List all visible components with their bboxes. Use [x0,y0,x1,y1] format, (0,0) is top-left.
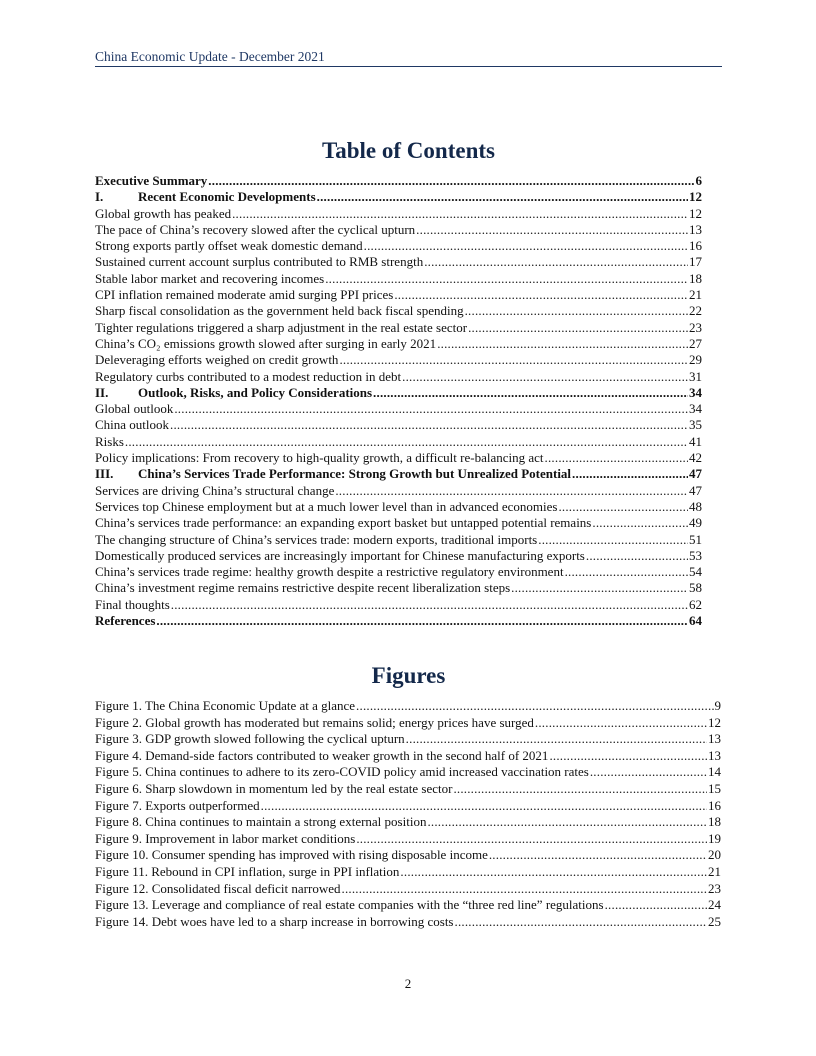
entry-title: Figure 5. China continues to adhere to its zero-COVID policy amid increased vaccination rates [95,764,589,780]
toc-entry[interactable] [95,499,702,515]
entry-page-number: 34 [689,384,702,400]
toc-entry[interactable] [95,352,702,368]
toc-entry[interactable] [95,222,702,238]
entry-title: China’s CO₂ emissions growth slowed after surging in early 2021 [95,335,437,351]
entry-page-number: 9 [714,698,721,713]
entry-title: Figure 2. Global growth has moderated but remains solid; energy prices have surged [95,714,534,730]
entry-page-number: 42 [689,450,702,466]
figure-entry[interactable] [95,881,721,898]
toc-entry[interactable] [95,254,702,270]
dot-leader [325,271,688,287]
toc-heading: Table of Contents [322,138,495,163]
entry-page-number: 47 [689,482,702,498]
entry-title: Recent Economic Developments [138,189,316,205]
entry-page-number: 27 [689,335,702,351]
entry-title: Stable labor market and recovering incomes [95,270,325,286]
dot-leader [356,698,713,715]
toc-entry[interactable] [95,564,702,580]
dot-leader [400,864,707,881]
toc-entry[interactable] [95,580,702,596]
figures-list [95,698,721,930]
entry-title: CPI inflation remained moderate amid surging PPI prices [95,287,394,303]
toc-list [95,173,702,629]
figure-entry[interactable] [95,864,721,881]
dot-leader [455,914,708,931]
entry-page-number: 49 [689,515,702,531]
toc-entry[interactable] [95,238,702,254]
dot-leader [535,715,707,732]
entry-title: Figure 3. GDP growth slowed following the cyclical upturn [95,731,405,747]
dot-leader [437,336,688,352]
dot-leader [406,731,707,748]
entry-title: Figure 7. Exports outperformed [95,797,260,813]
dot-leader [468,320,688,336]
entry-page-number: 13 [708,747,721,763]
entry-title: Figure 13. Leverage and compliance of real estate companies with the “three red line” regulations [95,897,604,913]
dot-leader [373,385,688,401]
dot-leader [208,173,694,189]
entry-page-number: 13 [708,731,721,747]
toc-entry[interactable] [95,548,702,564]
running-header: China Economic Update - December 2021 [95,49,722,67]
entry-page-number: 34 [689,401,702,417]
dot-leader [156,613,688,629]
entry-number: II. [95,384,109,400]
figure-entry[interactable] [95,847,721,864]
entry-title: Deleveraging efforts weighed on credit growth [95,352,339,368]
toc-entry[interactable] [95,401,702,417]
entry-page-number: 23 [708,880,721,896]
toc-entry[interactable] [95,320,702,336]
entry-page-number: 16 [689,238,702,254]
entry-page-number: 18 [689,270,702,286]
entry-title: China’s services trade regime: healthy growth despite a restrictive regulatory environment [95,564,564,580]
dot-leader [465,303,688,319]
toc-entry[interactable] [95,466,702,482]
entry-page-number: 62 [689,596,702,612]
entry-title: Sharp fiscal consolidation as the government held back fiscal spending [95,303,464,319]
toc-entry[interactable] [95,385,702,401]
entry-title: Figure 4. Demand-side factors contributed to weaker growth in the second half of 2021 [95,747,549,763]
entry-title: Figure 9. Improvement in labor market conditions [95,830,356,846]
figure-entry[interactable] [95,914,721,931]
toc-entry[interactable] [95,483,702,499]
dot-leader [558,499,688,515]
dot-leader [592,515,688,531]
toc-entry[interactable] [95,271,702,287]
entry-title: Figure 14. Debt woes have led to a sharp increase in borrowing costs [95,913,454,929]
dot-leader [232,206,688,222]
dot-leader [261,798,707,815]
entry-page-number: 15 [708,780,721,796]
toc-entry[interactable] [95,450,702,466]
entry-page-number: 18 [708,814,721,830]
toc-entry[interactable] [95,189,702,205]
toc-entry[interactable] [95,597,702,613]
entry-page-number: 51 [689,531,702,547]
toc-entry[interactable] [95,434,702,450]
entry-page-number: 12 [689,189,702,205]
dot-leader [356,831,707,848]
entry-number: I. [95,189,104,205]
entry-title: The pace of China’s recovery slowed after the cyclical upturn [95,221,416,237]
dot-leader [489,847,707,864]
entry-page-number: 25 [708,913,721,929]
entry-page-number: 58 [689,580,702,596]
entry-page-number: 64 [689,613,702,629]
entry-page-number: 47 [689,466,702,482]
entry-title: Figure 10. Consumer spending has improved with rising disposable income [95,847,488,863]
entry-title: Figure 1. The China Economic Update at a glance [95,698,356,713]
entry-page-number: 19 [708,830,721,846]
entry-page-number: 24 [708,897,721,913]
entry-title: Services are driving China’s structural change [95,482,335,498]
dot-leader [572,466,688,482]
entry-page-number: 53 [689,547,702,563]
entry-page-number: 12 [689,205,702,221]
figure-entry[interactable] [95,731,721,748]
entry-page-number: 17 [689,254,702,270]
entry-page-number: 22 [689,303,702,319]
entry-page-number: 21 [689,287,702,303]
figures-heading: Figures [371,663,446,688]
page-number: 2 [404,976,412,991]
entry-title: Final thoughts [95,596,170,612]
entry-title: Global growth has peaked [95,205,232,221]
entry-title: References [95,613,156,629]
toc-entry[interactable] [95,417,702,433]
dot-leader [424,254,688,270]
toc-entry[interactable] [95,287,702,303]
dot-leader [538,532,688,548]
figure-entry[interactable] [95,698,721,715]
entry-title: China outlook [95,417,170,433]
dot-leader [590,764,707,781]
figure-entry[interactable] [95,781,721,798]
toc-entry[interactable] [95,369,702,385]
dot-leader [427,814,707,831]
entry-title: Policy implications: From recovery to high-quality growth, a difficult re-balancing act [95,450,544,466]
entry-title: China’s Services Trade Performance: Strong Growth but Unrealized Potential [138,466,572,482]
dot-leader [402,369,688,385]
toc-entry[interactable] [95,515,702,531]
entry-page-number: 16 [708,797,721,813]
entry-title: Figure 11. Rebound in CPI inflation, surge in PPI inflation [95,863,400,879]
entry-title: Global outlook [95,401,174,417]
entry-page-number: 23 [689,319,702,335]
entry-title: China’s investment regime remains restrictive despite recent liberalization steps [95,580,511,596]
entry-page-number: 12 [708,714,721,730]
dot-leader [174,401,688,417]
dot-leader [364,238,688,254]
entry-page-number: 14 [708,764,721,780]
dot-leader [605,897,707,914]
toc-entry[interactable] [95,303,702,319]
entry-title: Outlook, Risks, and Policy Considerations [138,384,373,400]
entry-title: Regulatory curbs contributed to a modest reduction in debt [95,368,402,384]
entry-title: Strong exports partly offset weak domestic demand [95,238,363,254]
dot-leader [342,881,708,898]
entry-title: Sustained current account surplus contributed to RMB strength [95,254,424,270]
dot-leader [549,748,707,765]
entry-title: The changing structure of China’s services trade: modern exports, traditional imports [95,531,538,547]
dot-leader [170,417,688,433]
dot-leader [586,548,688,564]
dot-leader [394,287,688,303]
dot-leader [317,189,688,205]
toc-entry[interactable] [95,336,702,352]
dot-leader [339,352,688,368]
entry-page-number: 13 [689,221,702,237]
dot-leader [125,434,688,450]
entry-title: Risks [95,433,124,449]
dot-leader [335,483,688,499]
toc-entry[interactable] [95,206,702,222]
toc-entry[interactable] [95,173,702,189]
toc-entry[interactable] [95,613,702,629]
entry-title: Tighter regulations triggered a sharp adjustment in the real estate sector [95,319,468,335]
figure-entry[interactable] [95,831,721,848]
entry-title: Domestically produced services are increasingly important for Chinese manufacturing exports [95,547,585,563]
entry-page-number: 31 [689,368,702,384]
figure-entry[interactable] [95,715,721,732]
entry-title: Figure 8. China continues to maintain a strong external position [95,814,427,830]
entry-title: Figure 12. Consolidated fiscal deficit narrowed [95,880,341,896]
entry-title: China’s services trade performance: an expanding export basket but untapped potential remains [95,515,592,531]
entry-page-number: 48 [689,498,702,514]
entry-page-number: 41 [689,433,702,449]
toc-entry[interactable] [95,532,702,548]
figure-entry[interactable] [95,748,721,765]
entry-title: Services top Chinese employment but at a much lower level than in advanced economies [95,498,558,514]
figure-entry[interactable] [95,798,721,815]
entry-number: III. [95,466,114,482]
entry-page-number: 54 [689,564,702,580]
figure-entry[interactable] [95,814,721,831]
dot-leader [511,580,688,596]
dot-leader [416,222,688,238]
entry-title: Executive Summary [95,173,208,188]
figure-entry[interactable] [95,764,721,781]
dot-leader [171,597,688,613]
entry-page-number: 6 [695,173,702,188]
entry-page-number: 20 [708,847,721,863]
dot-leader [565,564,688,580]
entry-page-number: 21 [708,863,721,879]
dot-leader [545,450,688,466]
entry-page-number: 35 [689,417,702,433]
entry-page-number: 29 [689,352,702,368]
entry-title: Figure 6. Sharp slowdown in momentum led by the real estate sector [95,780,453,796]
dot-leader [453,781,707,798]
figure-entry[interactable] [95,897,721,914]
